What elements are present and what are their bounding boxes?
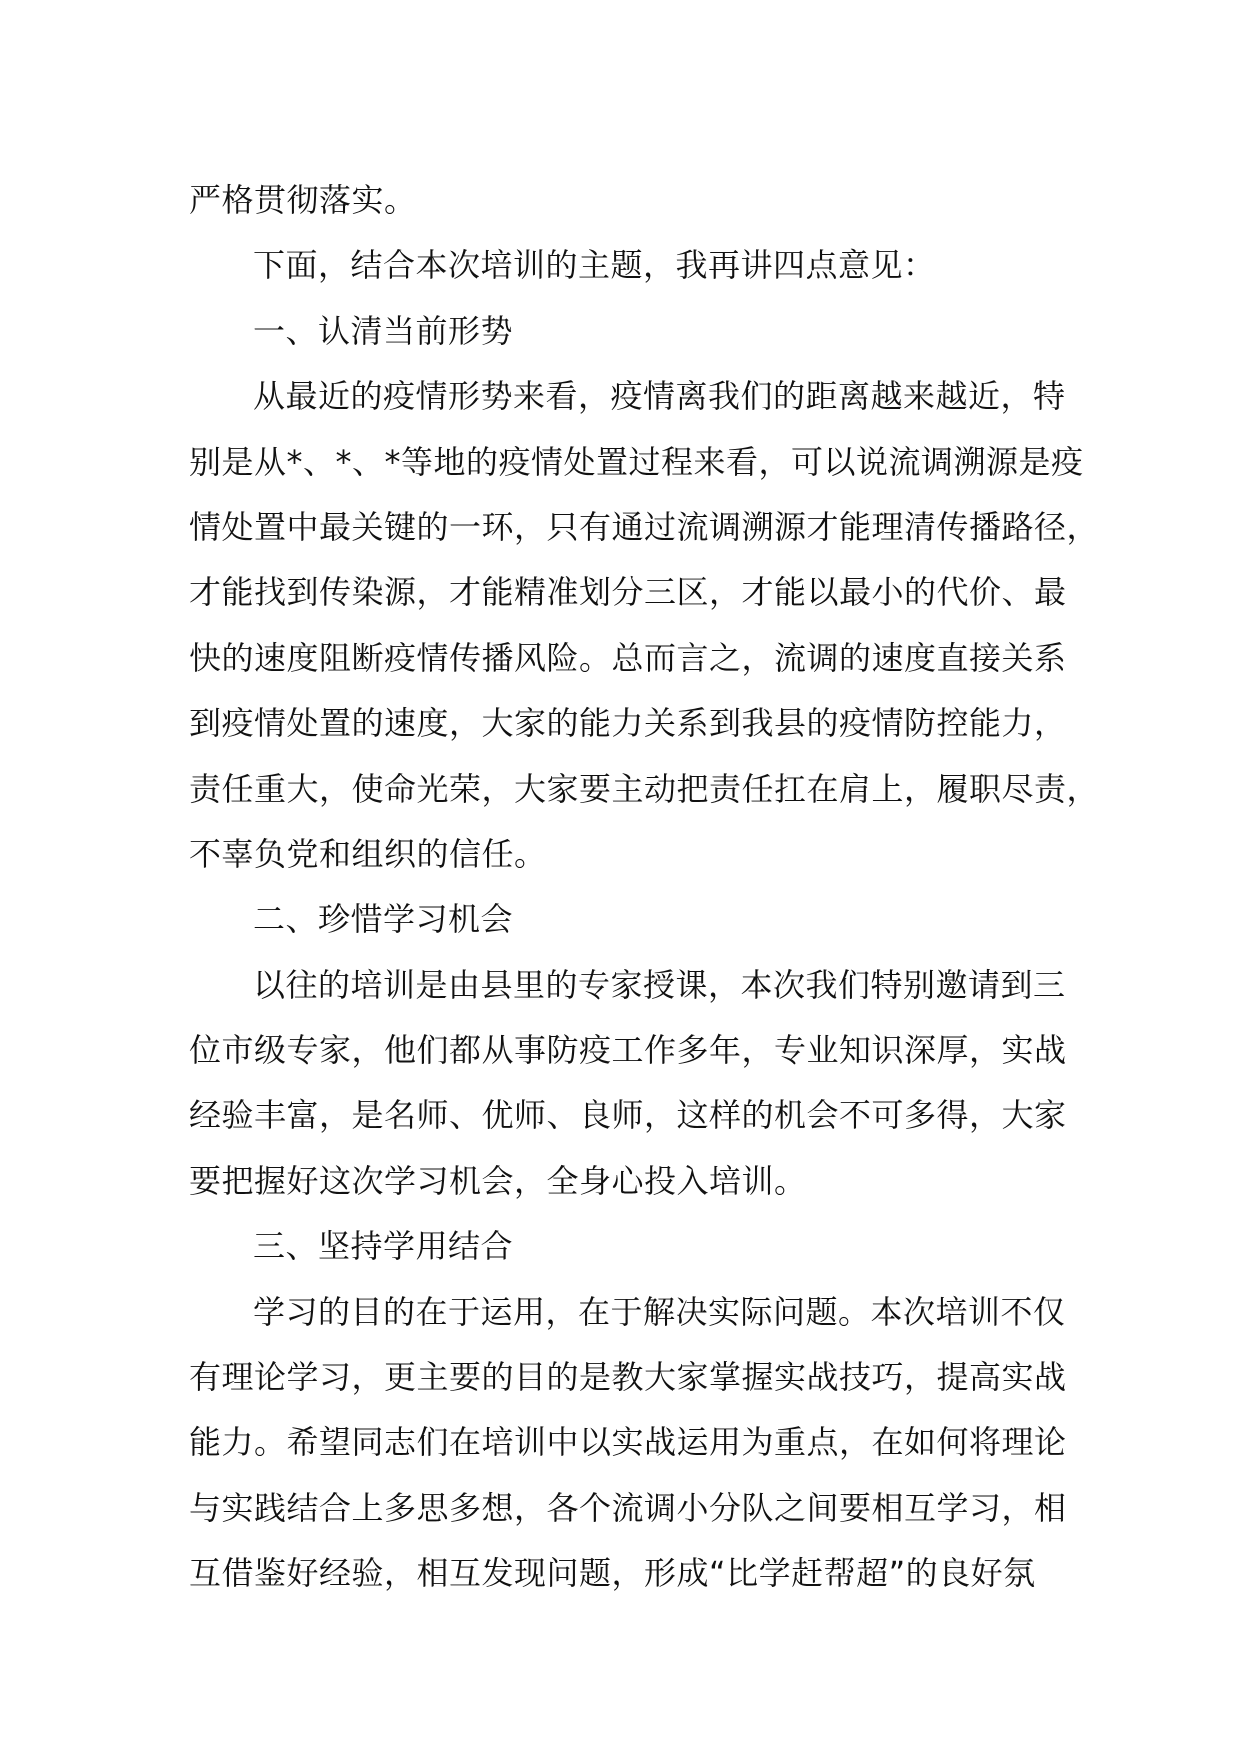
- text-line: 责任重大，使命光荣，大家要主动把责任扛在肩上，履职尽责，: [189, 769, 1100, 808]
- text-line: 严格贯彻落实。: [189, 181, 417, 219]
- text-line: 从最近的疫情形势来看，疫情离我们的距离越来越近，特: [253, 377, 1066, 416]
- section-heading: 三、坚持学用结合: [253, 1227, 514, 1266]
- text-line: 才能找到传染源，才能精准划分三区，才能以最小的代价、最: [189, 573, 1067, 612]
- text-line: 有理论学习，更主要的目的是教大家掌握实战技巧，提高实战: [189, 1358, 1067, 1397]
- text-line: 不辜负党和组织的信任。: [189, 834, 547, 873]
- text-line: 能力。希望同志们在培训中以实战运用为重点，在如何将理论: [189, 1423, 1067, 1462]
- text-line: 情处置中最关键的一环，只有通过流调溯源才能理清传播路径，: [189, 507, 1100, 546]
- text-line: 别是从*、*、*等地的疫情处置过程来看，可以说流调溯源是疫: [189, 442, 1084, 481]
- section-heading: 二、珍惜学习机会: [253, 900, 514, 939]
- text-line: 互借鉴好经验，相互发现问题，形成“比学赶帮超”的良好氛: [189, 1554, 1036, 1593]
- text-line: 下面，结合本次培训的主题，我再讲四点意见：: [253, 246, 936, 285]
- text-line: 经验丰富，是名师、优师、良师，这样的机会不可多得，大家: [189, 1096, 1067, 1135]
- text-line: 要把握好这次学习机会，全身心投入培训。: [189, 1161, 807, 1200]
- text-line: 位市级专家，他们都从事防疫工作多年，专业知识深厚，实战: [189, 1031, 1067, 1070]
- document-body: [189, 168, 1100, 1607]
- text-line: 快的速度阻断疫情传播风险。总而言之，流调的速度直接关系: [189, 638, 1067, 677]
- text-line: 到疫情处置的速度，大家的能力关系到我县的疫情防控能力，: [189, 704, 1067, 743]
- text-line: 学习的目的在于运用，在于解决实际问题。本次培训不仅: [253, 1292, 1066, 1331]
- text-line: 以往的培训是由县里的专家授课，本次我们特别邀请到三: [253, 965, 1066, 1004]
- section-heading: 一、认清当前形势: [253, 311, 514, 350]
- text-line: 与实践结合上多思多想，各个流调小分队之间要相互学习，相: [189, 1488, 1067, 1527]
